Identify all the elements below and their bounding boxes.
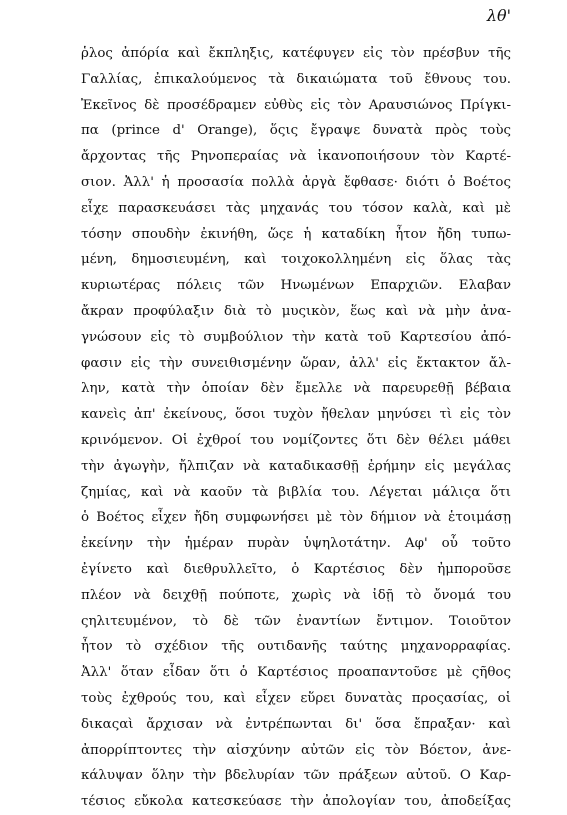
text-line: ἦτον τὸ σχέδιον τῆς ουτιδανῆς ταύτης μηχανορραφίας. [81,639,511,655]
text-line: λην, κατὰ τὴν ὁποίαν δὲν ἔμελλε νὰ παρευρεθῇ βέβαια [81,381,511,397]
text-line: ςηλιτευμένον, τὸ δὲ τῶν ἐναντίων ἔντιμον. Τοιοῦτον [81,613,511,629]
text-line: ὁ Βοέτος εἶχεν ἤδη συμφωνήσει μὲ τὸν δήμιον νὰ ἑτοιμάσῃ [81,510,511,526]
text-line: κάλυψαν ὅλην τὴν βδελυρίαν τῶν πράξεων αὐτοῦ. Ο Καρ- [81,768,511,784]
text-line: ἀπορρίπτοντες τὴν αἰσχύνην αὐτῶν εἰς τὸν Βόετον, ἀνε- [81,742,511,758]
text-line: Ἐκεῖνος δὲ προσέδραμεν εὐθὺς εἰς τὸν Αραυσιώνος Πρίγκι- [81,97,511,113]
text-line: τοὺς ἐχθρούς του, καὶ εἶχεν εὕρει δυνατὰς προςασίας, οἱ [81,690,511,706]
text-line: ζημίας, καὶ νὰ καοῦν τὰ βιβλία του. Λέγεται μάλιςα ὅτι [81,484,511,500]
text-line: Ἀλλ' ὅταν εἶδαν ὅτι ὁ Καρτέσιος προαπαντοῦσε μὲ ςῆθος [81,665,511,681]
text-line: κρινόμενον. Οἱ ἐχθροί του νομίζοντες ὅτι δὲν θέλει μάθει [81,432,511,448]
text-line: δικαςαὶ ἄρχισαν νὰ ἐντρέπωνται δι' ὅσα ἔπραξαν· καὶ [81,716,511,732]
text-line: μένη, δημοσιευμένη, καὶ τοιχοκολλημένη εἰς ὅλας τὰς [81,252,511,268]
text-line: Γαλλίας, ἐπικαλούμενος τὰ δικαιώματα τοῦ ἔθνους του. [81,71,511,87]
text-line: εἶχε παρασκευάσει τὰς μηχανάς του τόσον καλὰ, καὶ μὲ [81,200,511,216]
page-number: λθ' [486,6,511,25]
text-line: κυριωτέρας πόλεις τῶν Ηνωμένων Επαρχιῶν. Ελαβαν [81,278,511,294]
text-line: τόσην σπουδὴν ἐκινήθη, ὥςε ἡ καταδίκη ἦτον ἤδη τυπω- [81,226,511,242]
text-line: ἄκραν προφύλαξιν διὰ τὸ μυςικὸν, ἕως καὶ νὰ μὴν ἀνα- [81,303,511,319]
text-line: τὴν ἀγωγὴν, ἤλπιζαν νὰ καταδικασθῇ ἐρήμην εἰς μεγάλας [81,458,511,474]
text-line: ῥλος ἀπόρία καὶ ἔκπληξις, κατέφυγεν εἰς τὸν πρέσβυν τῆς [81,46,511,61]
text-line: φασιν εἰς τὴν συνειθισμένην ὥραν, ἀλλ' εἰς ἔκτακτον ἄλ- [81,355,511,371]
text-line: ἄρχοντας τῆς Ρηνοπεραίας νὰ ἱκανοποιήσουν τὸν Καρτέ- [81,149,511,165]
text-line: σιον. Ἀλλ' ἡ προσασία πολλὰ ἀργὰ ἔφθασε· διότι ὁ Βοέτος [81,174,511,190]
body-text [81,41,511,815]
text-line: κανεὶς ἀπ' ἐκείνους, ὅσοι τυχὸν ἤθελαν μηνύσει τὶ εἰς τὸν [81,407,511,423]
text-line: ἐκείνην τὴν ἡμέραν πυρὰν ὑψηλοτάτην. Αφ' οὗ τοῦτο [81,536,511,552]
text-line: πα (prince d' Orange), ὅςις ἔγραψε δυνατὰ πρὸς τοὺς [81,123,511,139]
text-line: πλέον νὰ δειχθῇ πούποτε, χωρὶς νὰ ἰδῇ τὸ ὄνομά του [81,587,511,603]
text-line: τέσιος εὔκολα κατεσκεύασε τὴν ἀπολογίαν του, ἀποδείξας [81,794,511,810]
text-line: γνώσουν εἰς τὸ συμβούλιον τὴν κατὰ τοῦ Καρτεσίου ἀπό- [81,329,511,345]
text-line: ἐγίνετο καὶ διεθρυλλεῖτο, ὁ Καρτέσιος δὲν ἠμποροῦσε [81,561,511,577]
